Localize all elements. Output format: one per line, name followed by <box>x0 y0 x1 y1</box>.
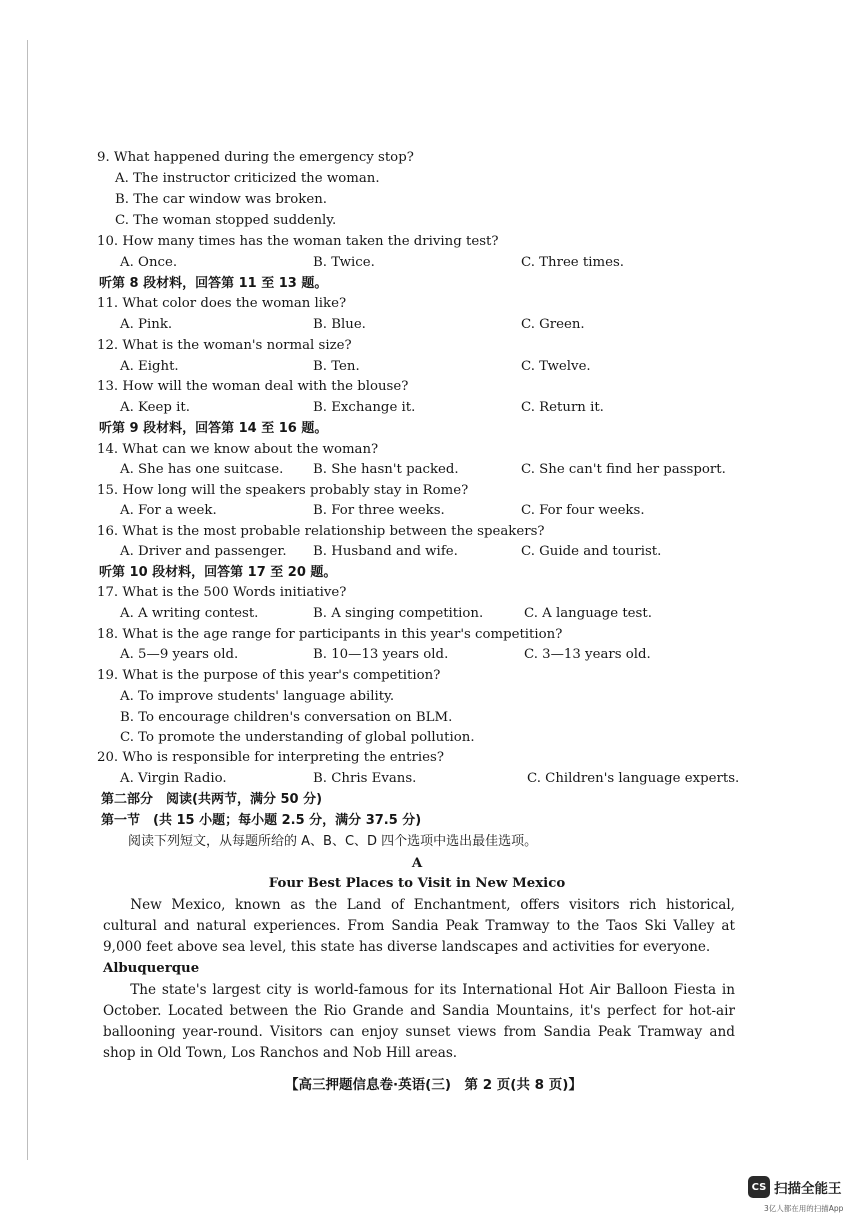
q14-option-c: C. She can't find her passport. <box>521 462 726 477</box>
q16-option-a: A. Driver and passenger. <box>120 544 287 559</box>
q19-option-a: A. To improve students' language ability. <box>120 689 395 704</box>
question-10: 10. How many times has the woman taken the driving test? <box>97 234 499 249</box>
question-13: 13. How will the woman deal with the blouse? <box>97 379 409 394</box>
q20-option-b: B. Chris Evans. <box>313 771 417 786</box>
question-16: 16. What is the most probable relationship between the speakers? <box>97 524 545 539</box>
q19-option-c: C. To promote the understanding of global pollution. <box>120 730 475 745</box>
passage-paragraph-1-text: The state's largest city is world-famous for its International Hot Air Balloon Fiesta in October. Located between the Rio Grande and Sandia Mountains, it's perfect for hot-air ballooning year-round. Visitors can enjoy sunset views from Sandia Peak Tramway and shop in Old Town, Los Ranchos and Nob Hill areas. <box>103 982 735 1061</box>
q19-option-b: B. To encourage children's conversation on BLM. <box>120 710 453 725</box>
reading-instruction: 阅读下列短文，从每题所给的 A、B、C、D 四个选项中选出最佳选项。 <box>128 834 538 849</box>
passage-title: Four Best Places to Visit in New Mexico <box>268 876 566 891</box>
camscanner-logo-icon: CS <box>748 1176 770 1198</box>
q11-option-b: B. Blue. <box>313 317 366 332</box>
q17-option-b: B. A singing competition. <box>313 606 484 621</box>
question-20: 20. Who is responsible for interpreting the entries? <box>97 750 444 765</box>
q10-option-b: B. Twice. <box>313 255 375 270</box>
q15-option-a: A. For a week. <box>120 503 217 518</box>
section-1-heading: 第一节 (共 15 小题；每小题 2.5 分，满分 37.5 分) <box>101 813 422 828</box>
camscanner-name: 扫描全能王 <box>774 1181 842 1197</box>
segment-10-heading: 听第 10 段材料，回答第 17 至 20 题。 <box>99 565 337 580</box>
question-19: 19. What is the purpose of this year's competition? <box>97 668 441 683</box>
question-12: 12. What is the woman's normal size? <box>97 338 352 353</box>
question-17: 17. What is the 500 Words initiative? <box>97 585 347 600</box>
segment-8-heading: 听第 8 段材料，回答第 11 至 13 题。 <box>99 276 328 291</box>
camscanner-tagline: 3亿人都在用的扫描App <box>764 1204 844 1213</box>
q14-option-b: B. She hasn't packed. <box>313 462 459 477</box>
question-11: 11. What color does the woman like? <box>97 296 347 311</box>
q9-option-b: B. The car window was broken. <box>115 192 327 207</box>
q9-option-c: C. The woman stopped suddenly. <box>115 213 337 228</box>
segment-9-heading: 听第 9 段材料，回答第 14 至 16 题。 <box>99 421 328 436</box>
q17-option-c: C. A language test. <box>524 606 652 621</box>
passage-intro-text: New Mexico, known as the Land of Enchantment, offers visitors rich historical, cultural and natural experiences. From Sandia Peak Tramway to the Taos Ski Valley at 9,000 feet above sea level, this state has diverse landscapes and activities for everyone. <box>103 897 735 955</box>
q16-option-b: B. Husband and wife. <box>313 544 458 559</box>
q14-option-a: A. She has one suitcase. <box>120 462 284 477</box>
q11-option-c: C. Green. <box>521 317 585 332</box>
q12-option-c: C. Twelve. <box>521 359 591 374</box>
camscanner-watermark <box>748 1176 842 1198</box>
q9-option-a: A. The instructor criticized the woman. <box>115 171 380 186</box>
question-14: 14. What can we know about the woman? <box>97 442 379 457</box>
q16-option-c: C. Guide and tourist. <box>521 544 662 559</box>
q20-option-a: A. Virgin Radio. <box>120 771 227 786</box>
q13-option-a: A. Keep it. <box>120 400 190 415</box>
q18-option-a: A. 5—9 years old. <box>120 647 239 662</box>
q20-option-c: C. Children's language experts. <box>527 771 740 786</box>
q12-option-a: A. Eight. <box>120 359 179 374</box>
question-9: 9. What happened during the emergency stop? <box>97 150 414 165</box>
q10-option-a: A. Once. <box>120 255 178 270</box>
q18-option-b: B. 10—13 years old. <box>313 647 449 662</box>
page-footer: 【高三押题信息卷·英语(三) 第 2 页(共 8 页)】 <box>285 1077 582 1093</box>
passage-intro <box>103 895 735 958</box>
q13-option-c: C. Return it. <box>521 400 604 415</box>
q11-option-a: A. Pink. <box>120 317 173 332</box>
passage-letter: A <box>411 856 423 871</box>
q17-option-a: A. A writing contest. <box>120 606 259 621</box>
passage-paragraph-1 <box>103 980 735 1064</box>
q18-option-c: C. 3—13 years old. <box>524 647 651 662</box>
question-18: 18. What is the age range for participants in this year's competition? <box>97 627 563 642</box>
q10-option-c: C. Three times. <box>521 255 625 270</box>
q12-option-b: B. Ten. <box>313 359 360 374</box>
q15-option-c: C. For four weeks. <box>521 503 645 518</box>
question-15: 15. How long will the speakers probably stay in Rome? <box>97 483 469 498</box>
subheading-albuquerque: Albuquerque <box>103 961 200 976</box>
part-2-heading: 第二部分 阅读(共两节，满分 50 分) <box>101 792 323 807</box>
q13-option-b: B. Exchange it. <box>313 400 416 415</box>
q15-option-b: B. For three weeks. <box>313 503 445 518</box>
